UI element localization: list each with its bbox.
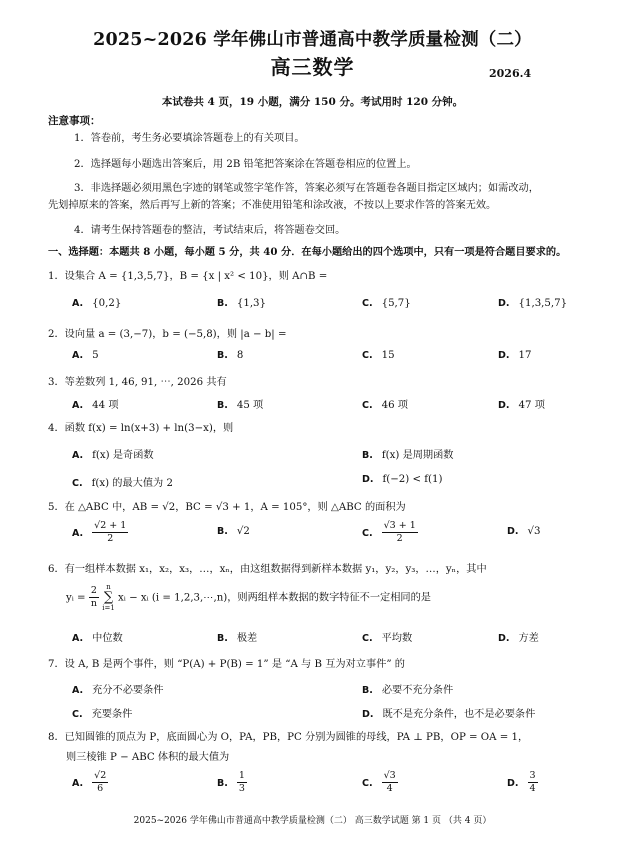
q3-option-c: C. 46 项 (362, 400, 408, 411)
fraction: $\frac{√2}{6}$ (94, 770, 107, 794)
q4-option-a: A. f(x) 是奇函数 (72, 450, 154, 461)
q1-option-b: B. {1,3} (217, 298, 267, 309)
q2-option-c: C. 15 (362, 350, 395, 361)
notice-heading: 注意事项： (48, 115, 101, 127)
q6-option-a: A. 中位数 (72, 633, 123, 644)
question-1-stem: 1．设集合 A = {1,3,5,7}，B = {x | x² < 10}，则 A∩B = (48, 271, 328, 282)
question-4-stem: 4．函数 f(x) = ln(x+3) + ln(3−x)，则 (48, 423, 234, 434)
q2-option-b: B. 8 (217, 350, 244, 361)
q2-option-a: A. 5 (72, 350, 99, 361)
question-2-stem: 2．设向量 a = (3,−7)，b = (−5,8)，则 |a − b| = (48, 329, 287, 340)
question-5-stem: 5．在 △ABC 中，AB = √2，BC = √3 + 1，A = 105°，则 △ABC 的面积为 (48, 502, 406, 513)
q7-option-c: C. 充要条件 (72, 709, 133, 720)
q4-option-d: D. f(−2) < f(1) (362, 474, 443, 485)
notice-item-2: 2．选择题每小题选出答案后，用 2B 铅笔把答案涂在答题卷相应的位置上。 (74, 159, 417, 170)
q6-option-b: B. 极差 (217, 633, 258, 644)
q6-option-c: C. 平均数 (362, 633, 413, 644)
question-8-line-1: 8．已知圆锥的顶点为 P，底面圆心为 O，PA，PB，PC 分别为圆锥的母线，PA ⊥ PB，OP = OA = 1， (48, 732, 529, 743)
fraction: $\frac{√2 + 1}{2}$ (94, 520, 127, 544)
question-3-stem: 3．等差数列 1, 46, 91, ⋯, 2026 共有 (48, 377, 227, 388)
q3-option-a: A. 44 项 (72, 400, 119, 411)
fraction: $\frac{2}{n}$ (90, 585, 97, 609)
q1-option-a: A. {0,2} (72, 298, 122, 309)
fraction: $\frac{1}{3}$ (238, 770, 245, 794)
q2-option-d: D. 17 (498, 350, 532, 361)
q7-option-d: D. 既不是充分条件，也不是必要条件 (362, 709, 536, 720)
q7-option-b: B. 必要不充分条件 (362, 685, 454, 696)
fraction: $\frac{√3}{4}$ (383, 770, 396, 794)
q4-option-c: C. f(x) 的最大值为 2 (72, 478, 173, 489)
exam-info: 本试卷共 4 页，19 小题，满分 150 分。考试用时 120 分钟。 (161, 96, 464, 108)
exam-title: 2025~2026 学年佛山市普通高中教学质量检测（二） (93, 30, 532, 50)
exam-date: 2026.4 (489, 67, 532, 80)
summation-icon: n ∑ i=1 (102, 583, 115, 612)
notice-item-3-cont: 先划掉原来的答案，然后再写上新的答案；不准使用铅笔和涂改液，不按以上要求作答的答案无效。 (48, 200, 497, 211)
q3-option-b: B. 45 项 (217, 400, 264, 411)
q4-option-b: B. f(x) 是周期函数 (362, 450, 454, 461)
q8-option-a: A. $\frac{√2}{6}$ (72, 770, 107, 794)
q1-option-c: C. {5,7} (362, 298, 411, 309)
fraction: $\frac{√3 + 1}{2}$ (383, 520, 416, 544)
q5-option-b: B. √2 (217, 526, 250, 537)
q8-option-b: B. $\frac{1}{3}$ (217, 770, 245, 794)
q7-option-a: A. 充分不必要条件 (72, 685, 164, 696)
page-footer: 2025~2026 学年佛山市普通高中教学质量检测（二） 高三数学试题 第 1 页 （共 4 页） (133, 816, 492, 826)
q6-option-d: D. 方差 (498, 633, 539, 644)
q3-option-d: D. 47 项 (498, 400, 545, 411)
question-6-line-2: yᵢ = $\frac{2}{n}$ n ∑ i=1 xᵢ − xᵢ (i = 1,2,3,⋯,n)，则两组样本数据的数字特征不一定相同的是 (66, 583, 431, 612)
notice-item-3: 3．非选择题必须用黑色字迹的钢笔或签字笔作答，答案必须写在答题卷各题目指定区域内；如需改动， (74, 183, 539, 194)
fraction: $\frac{3}{4}$ (529, 770, 536, 794)
exam-subtitle: 高三数学 (270, 55, 355, 79)
question-7-stem: 7．设 A, B 是两个事件，则 “P(A) + P(B) = 1” 是 “A 与 B 互为对立事件” 的 (48, 659, 405, 670)
question-6-line-1: 6．有一组样本数据 x₁，x₂，x₃，…，xₙ，由这组数据得到新样本数据 y₁，y₂，y₃，…，yₙ，其中 (48, 564, 487, 575)
q1-option-d: D. {1,3,5,7} (498, 298, 568, 309)
section-heading: 一、选择题：本题共 8 小题，每小题 5 分，共 40 分．在每小题给出的四个选项中，只有一项是符合题目要求的。 (48, 246, 567, 258)
q8-option-c: C. $\frac{√3}{4}$ (362, 770, 396, 794)
notice-item-1: 1．答卷前，考生务必要填涂答题卷上的有关项目。 (74, 133, 305, 144)
q5-option-c: C. $\frac{√3 + 1}{2}$ (362, 520, 416, 544)
q5-option-a: A. $\frac{√2 + 1}{2}$ (72, 520, 127, 544)
q5-option-d: D. √3 (507, 526, 541, 537)
notice-item-4: 4．请考生保持答题卷的整洁，考试结束后，将答题卷交回。 (74, 225, 346, 236)
question-8-line-2: 则三棱锥 P − ABC 体积的最大值为 (66, 752, 230, 763)
q8-option-d: D. $\frac{3}{4}$ (507, 770, 536, 794)
